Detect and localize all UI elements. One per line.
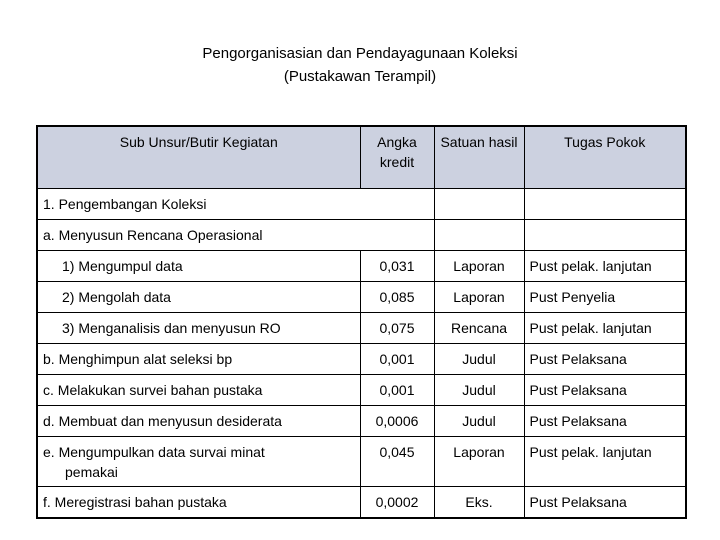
kegiatan-cell: 3) Menganalisis dan menyusun RO (37, 313, 360, 344)
tugas-cell: Pust Pelaksana (524, 344, 686, 375)
satuan-cell: Eks. (434, 487, 524, 518)
kegiatan-line-2: pemakai (65, 464, 118, 480)
empty-cell (524, 189, 686, 220)
section-label: 1. Pengembangan Koleksi (37, 189, 434, 220)
tugas-cell: Pust pelak. lanjutan (524, 251, 686, 282)
table-row (37, 344, 686, 375)
kegiatan-cell: 1) Mengumpul data (37, 251, 360, 282)
angka-cell: 0,075 (360, 313, 434, 344)
header-kegiatan: Sub Unsur/Butir Kegiatan (37, 126, 360, 189)
subsection-row (37, 220, 686, 251)
tugas-cell: Pust pelak. lanjutan (524, 313, 686, 344)
table-row (37, 313, 686, 344)
satuan-cell: Judul (434, 406, 524, 437)
tugas-cell: Pust Pelaksana (524, 375, 686, 406)
satuan-cell: Laporan (434, 437, 524, 487)
satuan-cell: Judul (434, 375, 524, 406)
kegiatan-cell: 2) Mengolah data (37, 282, 360, 313)
title-line-2: (Pustakawan Terampil) (283, 68, 437, 85)
kegiatan-line-1: e. Mengumpulkan data survai minat (43, 444, 265, 460)
angka-cell: 0,085 (360, 282, 434, 313)
kegiatan-cell: b. Menghimpun alat seleksi bp (37, 344, 360, 375)
satuan-cell: Laporan (434, 282, 524, 313)
section-row (37, 189, 686, 220)
angka-cell: 0,001 (360, 344, 434, 375)
page-title (0, 42, 720, 88)
kegiatan-cell (37, 437, 360, 487)
title-line-1: Pengorganisasian dan Pendayagunaan Koleksi (202, 45, 518, 62)
subsection-label: a. Menyusun Rencana Operasional (37, 220, 434, 251)
angka-cell: 0,031 (360, 251, 434, 282)
kegiatan-cell: d. Membuat dan menyusun desiderata (37, 406, 360, 437)
tugas-cell: Pust Penyelia (524, 282, 686, 313)
table-row (37, 406, 686, 437)
empty-cell (434, 220, 524, 251)
angka-cell: 0,0006 (360, 406, 434, 437)
satuan-cell: Rencana (434, 313, 524, 344)
table-row (37, 282, 686, 313)
kegiatan-table (36, 125, 687, 519)
tugas-cell: Pust Pelaksana (524, 487, 686, 518)
empty-cell (524, 220, 686, 251)
tugas-cell: Pust Pelaksana (524, 406, 686, 437)
table-row (37, 437, 686, 487)
kegiatan-cell: f. Meregistrasi bahan pustaka (37, 487, 360, 518)
satuan-cell: Judul (434, 344, 524, 375)
table-row (37, 487, 686, 518)
satuan-cell: Laporan (434, 251, 524, 282)
header-angka-kredit: Angka kredit (360, 126, 434, 189)
header-tugas-pokok: Tugas Pokok (524, 126, 686, 189)
angka-cell: 0,0002 (360, 487, 434, 518)
table-row (37, 251, 686, 282)
header-row (37, 126, 686, 189)
header-satuan-hasil: Satuan hasil (434, 126, 524, 189)
tugas-cell: Pust pelak. lanjutan (524, 437, 686, 487)
empty-cell (434, 189, 524, 220)
table-row (37, 375, 686, 406)
angka-cell: 0,001 (360, 375, 434, 406)
angka-cell: 0,045 (360, 437, 434, 487)
kegiatan-cell: c. Melakukan survei bahan pustaka (37, 375, 360, 406)
